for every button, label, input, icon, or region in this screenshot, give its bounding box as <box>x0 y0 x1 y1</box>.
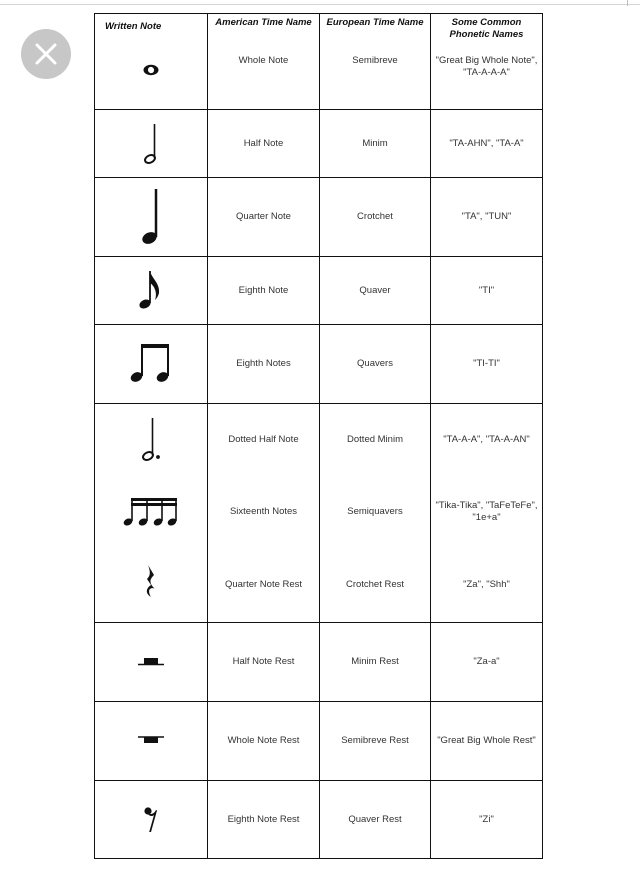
american-cell <box>208 404 320 476</box>
table-row <box>95 781 543 859</box>
phonetic-name: "Za-a" <box>473 656 500 667</box>
european-name: Minim <box>362 137 388 149</box>
phonetic-name: "Great Big Whole Rest" <box>437 735 536 746</box>
eighth-rest-icon <box>143 805 159 835</box>
american-cell <box>208 110 320 178</box>
phonetic-name: "Great Big Whole Note", "TA-A-A-A" <box>435 55 538 78</box>
american-name: Half Note <box>243 137 284 149</box>
american-cell <box>208 257 320 325</box>
half-rest-icon <box>136 655 166 669</box>
whole-rest-icon <box>136 734 166 748</box>
table-row <box>95 404 543 476</box>
american-cell <box>208 702 320 781</box>
phonetic-name: "Tika-Tika", "TaFeTeFe", "1e+a" <box>435 499 538 523</box>
note-cell <box>95 110 208 178</box>
table-row <box>95 623 543 702</box>
top-border-line <box>0 4 640 5</box>
european-name: Quaver <box>359 284 391 296</box>
american-name: Whole Note <box>238 55 289 66</box>
note-cell <box>95 404 208 476</box>
american-name: Eighth Note Rest <box>227 813 300 825</box>
note-cell <box>95 14 208 110</box>
american-name: Quarter Note <box>236 211 291 222</box>
european-name: Minim Rest <box>351 656 399 667</box>
phonetic-name: "Za", "Shh" <box>463 578 510 590</box>
american-cell <box>208 178 320 257</box>
table-row <box>95 14 543 110</box>
note-cell <box>95 781 208 859</box>
phonetic-name: "TI" <box>478 284 495 296</box>
phonetic-cell <box>431 257 543 325</box>
phonetic-name: "TI-TI" <box>473 358 500 369</box>
european-cell <box>320 325 431 404</box>
european-cell <box>320 476 431 548</box>
european-cell <box>320 257 431 325</box>
european-name: Crotchet <box>357 211 393 222</box>
table-row <box>95 325 543 404</box>
note-cell <box>95 178 208 257</box>
american-cell <box>208 548 320 623</box>
phonetic-cell <box>431 178 543 257</box>
european-cell <box>320 781 431 859</box>
header-phonetic: Some Common Phonetic Names <box>449 17 524 40</box>
european-cell <box>320 178 431 257</box>
phonetic-cell <box>431 623 543 702</box>
header-american: American Time Name <box>215 17 312 28</box>
american-cell <box>208 14 320 110</box>
american-name: Eighth Note <box>238 284 289 296</box>
european-name: Semibreve Rest <box>341 735 409 746</box>
american-name: Eighth Notes <box>236 358 291 369</box>
phonetic-cell <box>431 702 543 781</box>
eighth-note-icon <box>138 269 164 313</box>
phonetic-name: "Zi" <box>479 813 494 825</box>
note-cell <box>95 257 208 325</box>
european-cell <box>320 702 431 781</box>
phonetic-name: "TA-A-A", "TA-A-AN" <box>443 433 530 445</box>
european-name: Dotted Minim <box>347 433 403 445</box>
european-name: Quavers <box>357 358 393 369</box>
american-name: Sixteenth Notes <box>229 505 298 517</box>
phonetic-cell <box>431 781 543 859</box>
phonetic-cell <box>431 404 543 476</box>
table-row <box>95 257 543 325</box>
european-name: Quaver Rest <box>348 813 402 825</box>
american-cell <box>208 623 320 702</box>
sixteenth-notes-icon <box>123 496 179 528</box>
note-cell <box>95 476 208 548</box>
quarter-note-icon <box>139 187 163 247</box>
scrollbar-hint[interactable] <box>627 0 634 6</box>
european-cell <box>320 548 431 623</box>
close-icon <box>21 29 71 79</box>
beamed-eighth-notes-icon <box>129 342 173 386</box>
header-european: European Time Name <box>326 17 424 28</box>
table-row <box>95 110 543 178</box>
american-name: Dotted Half Note <box>228 433 299 445</box>
european-name: Semiquavers <box>347 505 403 517</box>
phonetic-cell <box>431 476 543 548</box>
american-cell <box>208 781 320 859</box>
phonetic-cell <box>431 548 543 623</box>
american-name: Quarter Note Rest <box>224 578 303 590</box>
table-row <box>95 178 543 257</box>
quarter-rest-icon <box>143 563 159 607</box>
european-name: Crotchet Rest <box>345 578 405 590</box>
phonetic-cell <box>431 325 543 404</box>
american-name: Whole Note Rest <box>227 735 300 746</box>
note-cell <box>95 623 208 702</box>
phonetic-cell <box>431 110 543 178</box>
european-cell <box>320 404 431 476</box>
european-name: Semibreve <box>352 55 398 66</box>
phonetic-name: "TA", "TUN" <box>461 211 512 222</box>
dotted-half-note-icon <box>139 416 163 464</box>
european-cell <box>320 110 431 178</box>
european-cell <box>320 623 431 702</box>
table-row <box>95 548 543 623</box>
american-cell <box>208 325 320 404</box>
note-cell <box>95 702 208 781</box>
header-written-note: Written Note <box>105 21 162 32</box>
american-cell <box>208 476 320 548</box>
note-cell <box>95 325 208 404</box>
half-note-icon <box>141 122 161 166</box>
table-row <box>95 702 543 781</box>
note-names-table <box>94 13 542 857</box>
whole-note-icon <box>95 63 207 77</box>
note-cell <box>95 548 208 623</box>
phonetic-name: "TA-AHN", "TA-A" <box>449 137 524 149</box>
american-name: Half Note Rest <box>232 656 295 667</box>
table-row <box>95 476 543 548</box>
close-button[interactable] <box>21 29 71 79</box>
european-cell <box>320 14 431 110</box>
phonetic-cell <box>431 14 543 110</box>
